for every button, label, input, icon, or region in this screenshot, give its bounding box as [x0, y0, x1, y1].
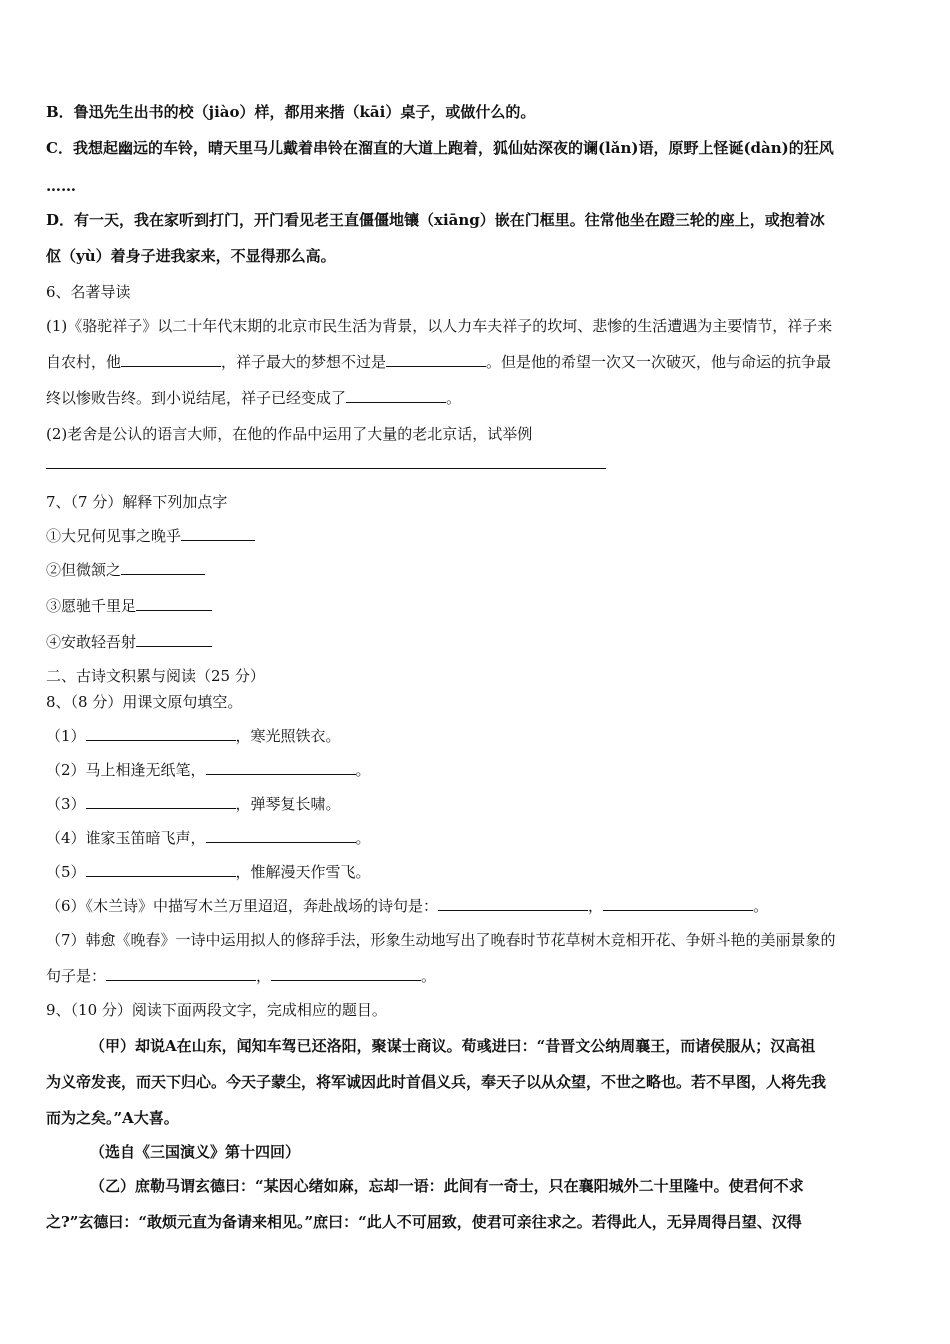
section-2-title: 二、古诗文积累与阅读（25 分） — [46, 667, 265, 685]
q7-item-4-text: ④安敢轻吾射 — [46, 633, 137, 651]
q6-blank-3[interactable] — [346, 388, 446, 403]
q8-item-5-pre: （5） — [46, 863, 86, 881]
q8-title: 8、（8 分）用课文原句填空。 — [46, 693, 243, 711]
q8-item-6 — [46, 896, 768, 916]
q8-item-4 — [46, 828, 371, 848]
q9-jia-source: （选自《三国演义》第十四回） — [90, 1143, 301, 1161]
q8-blank-6a[interactable] — [438, 896, 588, 911]
q7-item-4 — [46, 632, 212, 652]
q8-item-1 — [46, 726, 341, 746]
q5-option-d-line2: 伛（yù）着身子进我家来，不显得那么高。 — [46, 247, 336, 265]
q5-option-c-line2: …… — [46, 177, 76, 195]
q8-item-2-post: 。 — [355, 761, 371, 779]
q7-blank-2[interactable] — [121, 560, 205, 575]
q7-item-2 — [46, 560, 205, 580]
q8-item-7-post: 。 — [421, 967, 437, 985]
q7-item-1-text: ①大兄何见事之晚乎 — [46, 527, 182, 545]
q8-item-5-post: ，惟解漫天作雪飞。 — [235, 863, 371, 881]
q9-yi-line2: 之?”玄德曰：“敢烦元直为备请来相见。”庶曰：“此人不可屈致，使君可亲往求之。若得此人，无异周得吕望、汉得 — [46, 1213, 802, 1231]
q7-blank-3[interactable] — [136, 596, 212, 611]
q8-item-7-line1: （7）韩愈《晚春》一诗中运用拟人的修辞手法，形象生动地写出了晚春时节花草树木竞相开花、争妍斗艳的美丽景象的 — [46, 931, 836, 949]
q8-item-6-post: 。 — [753, 897, 769, 915]
q8-item-1-post: ，寒光照铁衣。 — [235, 727, 341, 745]
q6-p2-answer-line[interactable] — [46, 454, 606, 474]
q6-p1-line2c: 。但是他的希望一次又一次破灭，他与命运的抗争最 — [486, 353, 832, 371]
q7-blank-1[interactable] — [181, 526, 255, 541]
q9-jia-line1: （甲）却说A在山东，闻知车驾已还洛阳，聚谋士商议。荀彧进曰：“昔晋文公纳周襄王，而诸侯服从；汉高祖 — [90, 1037, 816, 1055]
q6-title: 6、名著导读 — [46, 283, 131, 301]
q9-title: 9、（10 分）阅读下面两段文字，完成相应的题目。 — [46, 1001, 387, 1019]
q8-item-4-post: 。 — [355, 829, 371, 847]
q7-item-1 — [46, 526, 255, 546]
q6-p1-line2 — [46, 352, 831, 372]
q8-blank-7a[interactable] — [106, 966, 256, 981]
q8-item-3-pre: （3） — [46, 795, 86, 813]
q8-item-7-line2 — [46, 966, 436, 986]
q8-blank-4[interactable] — [206, 828, 356, 843]
q6-blank-2[interactable] — [386, 352, 486, 367]
q7-title: 7、（7 分）解释下列加点字 — [46, 493, 228, 511]
q8-item-3 — [46, 794, 341, 814]
q5-option-c-line1: C．我想起幽远的车铃，晴天里马儿戴着串铃在溜直的大道上跑着，狐仙姑深夜的谰(lǎn)语，原野上怪诞(dàn)的狂风 — [46, 139, 834, 157]
q8-item-7-pre: 句子是： — [46, 967, 107, 985]
q8-blank-7b[interactable] — [271, 966, 421, 981]
q6-p1-line2b: ，祥子最大的梦想不过是 — [221, 353, 387, 371]
q6-blank-4[interactable] — [46, 454, 606, 469]
q6-blank-1[interactable] — [121, 352, 221, 367]
q8-item-3-post: ，弹琴复长啸。 — [235, 795, 341, 813]
q8-item-1-pre: （1） — [46, 727, 86, 745]
q5-option-d-line1: D．有一天，我在家听到打门，开门看见老王直僵僵地镶（xiāng）嵌在门框里。往常他坐在蹬三轮的座上，或抱着冰 — [46, 211, 825, 229]
q8-item-4-pre: （4）谁家玉笛暗飞声， — [46, 829, 206, 847]
q7-item-2-text: ②但微颔之 — [46, 561, 122, 579]
q8-item-2-pre: （2）马上相逢无纸笔， — [46, 761, 206, 779]
q6-p1-line3b: 。 — [446, 389, 462, 407]
q6-p1-line3 — [46, 388, 461, 408]
q6-p1-line2a: 自农村，他 — [46, 353, 122, 371]
q8-blank-2[interactable] — [206, 760, 356, 775]
q5-option-b: B．鲁迅先生出书的校（jiào）样，都用来揩（kāi）桌子，或做什么的。 — [46, 103, 536, 121]
q6-p2-line1: (2)老舍是公认的语言大师，在他的作品中运用了大量的老北京话，试举例 — [46, 425, 533, 443]
q8-blank-1[interactable] — [86, 726, 236, 741]
q8-item-6-mid: ， — [588, 897, 604, 915]
q7-item-3 — [46, 596, 212, 616]
q8-blank-6b[interactable] — [603, 896, 753, 911]
q6-p1-line1: (1)《骆驼祥子》以二十年代末期的北京市民生活为背景，以人力车夫祥子的坎坷、悲惨的生活遭遇为主要情节，祥子来 — [46, 317, 833, 335]
q8-item-2 — [46, 760, 371, 780]
q8-item-6-pre: （6）《木兰诗》中描写木兰万里迢迢，奔赴战场的诗句是： — [46, 897, 439, 915]
q9-jia-line2: 为义帝发丧，而天下归心。今天子蒙尘，将军诚因此时首倡义兵，奉天子以从众望，不世之略也。若不早图，人将先我 — [46, 1073, 827, 1091]
q9-jia-line3: 而为之矣。”A大喜。 — [46, 1109, 179, 1127]
q9-yi-line1: （乙）庶勒马谓玄德曰：“某因心绪如麻，忘却一语：此间有一奇士，只在襄阳城外二十里隆中。使君何不求 — [90, 1177, 804, 1195]
q6-p1-line3a: 终以惨败告终。到小说结尾，祥子已经变成了 — [46, 389, 347, 407]
q7-item-3-text: ③愿驰千里足 — [46, 597, 137, 615]
q8-item-5 — [46, 862, 371, 882]
q8-blank-5[interactable] — [86, 862, 236, 877]
q8-item-7-mid: ， — [256, 967, 272, 985]
q8-blank-3[interactable] — [86, 794, 236, 809]
q7-blank-4[interactable] — [136, 632, 212, 647]
